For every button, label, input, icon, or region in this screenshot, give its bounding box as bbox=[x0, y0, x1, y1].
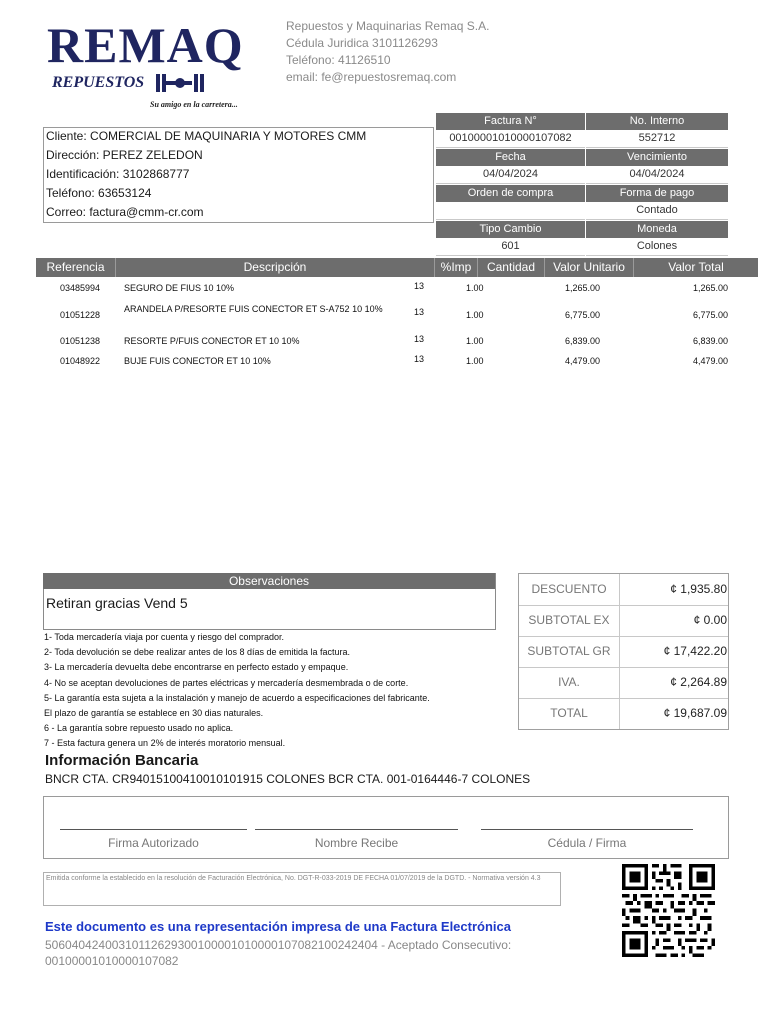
payment-method-value: Contado bbox=[586, 202, 728, 220]
client-box bbox=[43, 127, 434, 223]
signature-line bbox=[481, 829, 693, 830]
company-email: email: fe@repuestosremaq.com bbox=[286, 70, 457, 84]
col-tax: %Imp bbox=[435, 258, 478, 277]
tax-label: IVA. bbox=[519, 667, 620, 698]
row-reference: 03485994 bbox=[60, 283, 101, 293]
term-item: 6 - La garantía sobre repuesto usado no aplica. bbox=[44, 723, 234, 734]
term-item: 1- Toda mercadería viaja por cuenta y riesgo del comprador. bbox=[44, 632, 284, 642]
exchange-rate-cell bbox=[436, 221, 585, 256]
observations-header: Observaciones bbox=[43, 573, 495, 589]
company-id: Cédula Juridica 3101126293 bbox=[286, 36, 438, 50]
legal-note: Emitida conforme la establecido en la resolución de Facturación Electrónica, No. DGT-R-033-2019 DE FECHA 01/07/2019 de la DGTD. - Normativa versión 4.3 bbox=[43, 872, 561, 906]
table-row bbox=[36, 336, 758, 352]
electronic-invoice-title: Este documento es una representación impresa de una Factura Electrónica bbox=[45, 919, 511, 934]
invoice-number-cell bbox=[436, 113, 585, 148]
row-reference: 01051228 bbox=[60, 310, 101, 320]
subtotal-gr-row bbox=[519, 636, 728, 668]
term-item: 3- La mercadería devuelta debe encontrarse en perfecto estado y empaque. bbox=[44, 662, 349, 673]
signature-line bbox=[60, 829, 247, 830]
payment-method-label: Forma de pago bbox=[586, 185, 728, 202]
receiver-name-label: Nombre Recibe bbox=[314, 836, 399, 850]
row-quantity: 1.00 bbox=[466, 310, 484, 320]
row-unit: 4,479.00 bbox=[564, 356, 600, 366]
brand-tagline: Su amigo en la carretera... bbox=[150, 100, 238, 109]
authorized-signature-label: Firma Autorizado bbox=[108, 836, 199, 850]
client-phone: Teléfono: 63653124 bbox=[46, 186, 152, 200]
client-name: Cliente: COMERCIAL DE MAQUINARIA Y MOTORES CMM bbox=[46, 129, 367, 143]
row-tax: 13 bbox=[414, 307, 425, 317]
tax-row bbox=[519, 667, 728, 699]
observations-text: Retiran gracias Vend 5 bbox=[46, 595, 188, 611]
currency-value: Colones bbox=[586, 238, 728, 256]
row-total: 4,479.00 bbox=[692, 356, 728, 366]
row-total: 6,775.00 bbox=[692, 310, 728, 320]
brand-logo: REMAQ bbox=[47, 17, 244, 73]
total-label: TOTAL bbox=[519, 698, 620, 729]
subtotal-gr-label: SUBTOTAL GR bbox=[519, 636, 620, 667]
row-description: BUJE FUIS CONECTOR ET 10 10% bbox=[124, 356, 271, 366]
row-reference: 01048922 bbox=[60, 356, 101, 366]
row-description: SEGURO DE FIUS 10 10% bbox=[124, 283, 235, 293]
row-total: 6,839.00 bbox=[692, 336, 728, 346]
row-quantity: 1.00 bbox=[466, 283, 484, 293]
subtotal-gr-value: ¢ 17,422.20 bbox=[663, 644, 727, 658]
term-item: 2- Toda devolución se debe realizar antes de los 8 días de emitida la factura. bbox=[44, 647, 351, 658]
term-item: El plazo de garantía se establece en 30 dias naturales. bbox=[44, 708, 264, 719]
brand-subtitle: REPUESTOS bbox=[52, 74, 145, 91]
table-row bbox=[36, 283, 758, 299]
col-unit-value: Valor Unitario bbox=[545, 258, 634, 277]
col-quantity: Cantidad bbox=[478, 258, 545, 277]
due-date-label: Vencimiento bbox=[586, 149, 728, 166]
company-phone: Teléfono: 41126510 bbox=[286, 53, 391, 67]
col-total-value: Valor Total bbox=[668, 260, 724, 274]
subtotal-ex-label: SUBTOTAL EX bbox=[519, 605, 620, 636]
row-tax: 13 bbox=[414, 334, 425, 344]
subtotal-ex-row bbox=[519, 605, 728, 637]
row-unit: 6,839.00 bbox=[564, 336, 600, 346]
client-ident: Identificación: 3102868777 bbox=[46, 167, 190, 181]
totals-box bbox=[518, 573, 729, 730]
signature-line bbox=[255, 829, 458, 830]
term-item: 5- La garantía esta sujeta a la instalación y manejo de acuerdo a especificaciones del fabricante. bbox=[44, 692, 430, 703]
term-item: 7 - Esta factura genera un 2% de interés moratorio mensual. bbox=[44, 738, 286, 749]
internal-number-value: 552712 bbox=[586, 130, 728, 148]
electronic-invoice-key: 50604042400310112629300100001010000107082100242404 - Aceptado Consecutivo: 00100001010000107082 bbox=[45, 938, 512, 968]
exchange-rate-value: 601 bbox=[436, 238, 585, 256]
company-name: Repuestos y Maquinarias Remaq S.A. bbox=[286, 19, 490, 33]
row-unit: 6,775.00 bbox=[564, 310, 600, 320]
row-quantity: 1.00 bbox=[466, 336, 484, 346]
id-signature-label: Cédula / Firma bbox=[547, 836, 627, 850]
row-unit: 1,265.00 bbox=[564, 283, 600, 293]
table-row bbox=[36, 356, 758, 372]
col-reference: Referencia bbox=[36, 258, 116, 277]
company-info bbox=[286, 18, 489, 86]
internal-number-label: No. Interno bbox=[586, 113, 728, 130]
client-address: Dirección: PEREZ ZELEDON bbox=[46, 148, 203, 162]
qr-code-icon bbox=[622, 864, 715, 957]
currency-label: Moneda bbox=[586, 221, 728, 238]
bank-info-title: Información Bancaria bbox=[45, 752, 199, 769]
due-date-value: 04/04/2024 bbox=[586, 166, 728, 184]
exchange-rate-label: Tipo Cambio bbox=[436, 221, 585, 238]
tax-value: ¢ 2,264.89 bbox=[670, 675, 727, 689]
payment-method-cell bbox=[586, 185, 728, 220]
row-quantity: 1.00 bbox=[466, 356, 484, 366]
date-cell bbox=[436, 149, 585, 184]
items-table-header bbox=[36, 258, 758, 277]
row-reference: 01051238 bbox=[60, 336, 101, 346]
due-date-cell bbox=[586, 149, 728, 184]
term-item: 4- No se aceptan devoluciones de partes eléctricas y mercadería desmembrada o de corte. bbox=[44, 677, 409, 688]
invoice-number-label: Factura N° bbox=[436, 113, 585, 130]
currency-cell bbox=[586, 221, 728, 256]
client-email: Correo: factura@cmm-cr.com bbox=[46, 205, 204, 219]
table-row bbox=[36, 303, 758, 329]
internal-number-cell bbox=[586, 113, 728, 148]
total-row bbox=[519, 698, 728, 729]
discount-value: ¢ 1,935.80 bbox=[670, 582, 727, 596]
signature-box bbox=[43, 796, 729, 859]
row-description: ARANDELA P/RESORTE FUIS CONECTOR ET S-A752 10 10% bbox=[124, 304, 383, 314]
purchase-order-cell bbox=[436, 185, 585, 220]
terms-list bbox=[44, 630, 430, 752]
row-tax: 13 bbox=[414, 354, 425, 364]
date-label: Fecha bbox=[436, 149, 585, 166]
subtotal-ex-value: ¢ 0.00 bbox=[693, 613, 727, 627]
col-description: Descripción bbox=[116, 258, 435, 277]
connector-icon bbox=[156, 72, 212, 94]
row-description: RESORTE P/FUIS CONECTOR ET 10 10% bbox=[124, 336, 300, 346]
invoice-number-value: 00100001010000107082 bbox=[436, 130, 585, 148]
row-total: 1,265.00 bbox=[692, 283, 728, 293]
date-value: 04/04/2024 bbox=[436, 166, 585, 184]
discount-row bbox=[519, 574, 728, 606]
purchase-order-value bbox=[436, 202, 585, 220]
total-value: ¢ 19,687.09 bbox=[663, 706, 727, 720]
discount-label: DESCUENTO bbox=[519, 574, 620, 605]
bank-info-text: BNCR CTA. CR94015100410010101915 COLONES BCR CTA. 001-0164446-7 COLONES bbox=[45, 772, 531, 786]
row-tax: 13 bbox=[414, 281, 425, 291]
purchase-order-label: Orden de compra bbox=[436, 185, 585, 202]
